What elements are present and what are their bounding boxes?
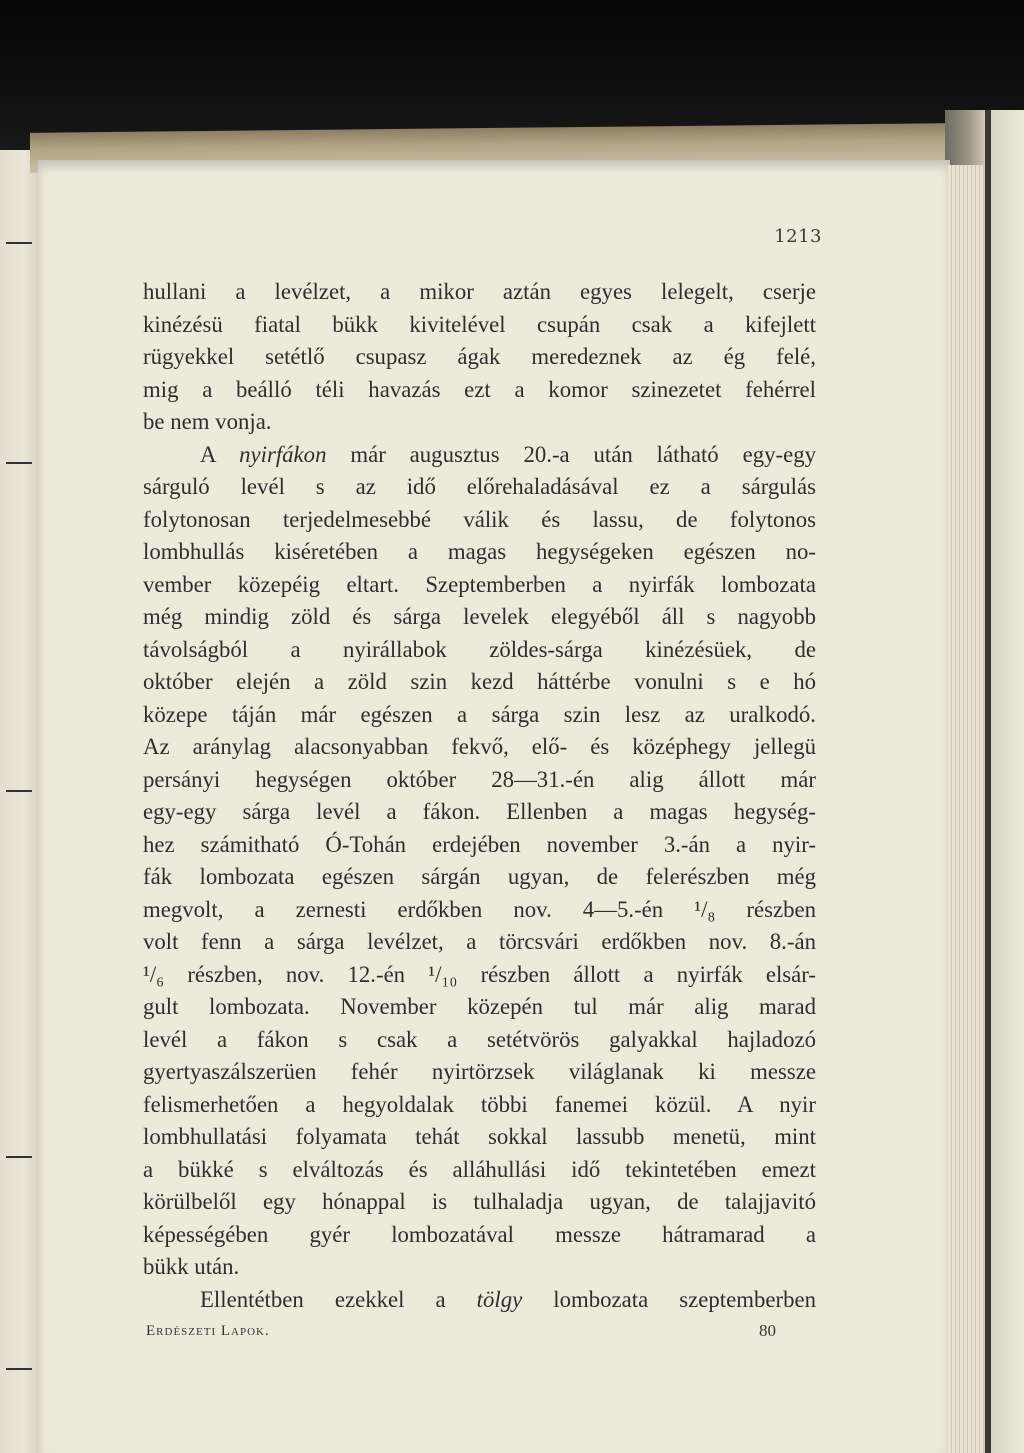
body-text	[143, 276, 816, 1316]
text-line	[143, 309, 816, 342]
text-line-content: vember közepéig eltart. Szeptemberben a nyirfák lombozata	[143, 571, 816, 597]
text-line-content: persányi hegységen október 28—31.-én alig állott már	[143, 766, 816, 792]
text-line	[143, 829, 816, 862]
text-line-content: be nem vonja.	[143, 409, 272, 434]
text-line-content: megvolt, a zernesti erdőkben nov. 4—5.-én ¹/₈ részben	[143, 896, 816, 922]
text-line-content: még mindig zöld és sárga levelek elegyéből áll s nagyobb	[143, 604, 816, 629]
text-line-content: bükk után.	[143, 1254, 240, 1279]
text-line	[143, 536, 816, 569]
text-line-content: hullani a levélzet, a mikor aztán egyes lelegelt, cserje	[143, 279, 816, 304]
text-line	[143, 504, 816, 537]
margin-mark	[6, 242, 32, 244]
text-line-content: levél a fákon s csak a setétvörös galyakkal hajladozó	[143, 1026, 816, 1052]
text-line	[143, 764, 816, 797]
scan-left-margin	[0, 150, 40, 1453]
text-line-content: lombhullás kiséretében a magas hegységeken egészen no-	[143, 539, 816, 564]
text-line	[143, 926, 816, 959]
text-line-content: október elején a zöld szin kezd háttérbe vonulni s e hó	[143, 669, 816, 694]
text-line-content: körülbelől egy hónappal is tulhaladja ugyan, de talajjavitó	[143, 1189, 816, 1214]
italic-term: tölgy	[476, 1286, 523, 1312]
journal-title-footer: Erdészeti Lapok.	[146, 1323, 270, 1339]
text-line	[143, 374, 816, 407]
page-stack-edge	[948, 165, 984, 1453]
text-line-content: mig a beálló téli havazás ezt a komor szinezetet fehérrel	[143, 376, 816, 402]
text-segment: Ellentétben ezekkel a	[200, 1286, 477, 1312]
margin-mark	[6, 1368, 32, 1370]
text-segment: már augusztus 20.-a után látható egy-egy	[326, 441, 816, 467]
text-line	[143, 1186, 816, 1219]
text-line	[143, 959, 816, 992]
text-line	[143, 1089, 816, 1122]
text-line-content: kinézésü fiatal bükk kivitelével csupán csak a kifejlett	[143, 311, 816, 337]
text-line	[143, 1219, 816, 1252]
text-line-content	[200, 439, 816, 472]
text-segment: lombozata szeptemberben	[522, 1286, 816, 1312]
text-line	[143, 569, 816, 602]
text-line	[143, 601, 816, 634]
text-line	[143, 1154, 816, 1187]
italic-term: nyirfákon	[239, 441, 327, 467]
text-line-content: felismerhetően a hegyoldalak többi fanemei közül. A nyir	[143, 1091, 816, 1117]
text-line-content: a bükké s elváltozás és alláhullási idő tekintetében emezt	[143, 1156, 816, 1182]
text-line-content	[200, 1284, 816, 1317]
signature-number: 80	[759, 1321, 776, 1340]
text-line	[143, 991, 816, 1024]
text-line	[143, 634, 816, 667]
book-cover-spine	[985, 110, 991, 1453]
text-line	[143, 894, 816, 927]
text-line	[143, 731, 816, 764]
margin-mark	[6, 1156, 32, 1158]
text-line	[143, 861, 816, 894]
text-line	[143, 1121, 816, 1154]
text-line-content: gult lombozata. November közepén tul már alig marad	[143, 994, 816, 1019]
text-line	[143, 1251, 816, 1284]
text-line-content: volt fenn a sárga levélzet, a törcsvári erdőkben nov. 8.-án	[143, 929, 816, 954]
text-line	[143, 1024, 816, 1057]
text-line-content: fák lombozata egészen sárgán ugyan, de felerészben még	[143, 864, 816, 889]
text-line	[143, 666, 816, 699]
text-line	[143, 1056, 816, 1089]
text-line-content: távolságból a nyirállabok zöldes-sárga kinézésüek, de	[143, 636, 816, 662]
text-line-content: Az aránylag alacsonyabban fekvő, elő- és középhegy jellegü	[143, 734, 816, 759]
page-number: 1213	[774, 226, 822, 247]
text-line-content: lombhullatási folyamata tehát sokkal lassubb menetü, mint	[143, 1124, 816, 1149]
text-line	[143, 796, 816, 829]
text-line-content: egy-egy sárga levél a fákon. Ellenben a magas hegység-	[143, 799, 816, 824]
text-line-content: képességében gyér lombozatával messze hátramarad a	[143, 1221, 816, 1247]
text-line-content: folytonosan terjedelmesebbé válik és lassu, de folytonos	[143, 506, 816, 532]
margin-mark	[6, 462, 32, 464]
text-line-content: gyertyaszálszerüen fehér nyirtörzsek világlanak ki messze	[143, 1059, 816, 1084]
text-line-content: sárguló levél s az idő előrehaladásával ez a sárgulás	[143, 474, 816, 499]
text-line	[143, 341, 816, 374]
text-line-content: közepe táján már egészen a sárga szin lesz az uralkodó.	[143, 701, 816, 727]
text-segment: A	[200, 441, 240, 467]
text-line	[143, 406, 816, 439]
text-line-content: ¹/₆ részben, nov. 12.-én ¹/₁₀ részben állott a nyirfák elsár-	[143, 961, 816, 987]
text-line	[143, 1284, 816, 1317]
text-line-content: hez számitható Ó-Tohán erdejében november 3.-án a nyir-	[143, 831, 816, 857]
margin-mark	[6, 790, 32, 792]
text-line	[143, 276, 816, 309]
text-line	[143, 471, 816, 504]
text-line	[143, 439, 816, 472]
text-line-content: rügyekkel setétlő csupasz ágak meredeznek az ég felé,	[143, 344, 816, 369]
text-line	[143, 699, 816, 732]
